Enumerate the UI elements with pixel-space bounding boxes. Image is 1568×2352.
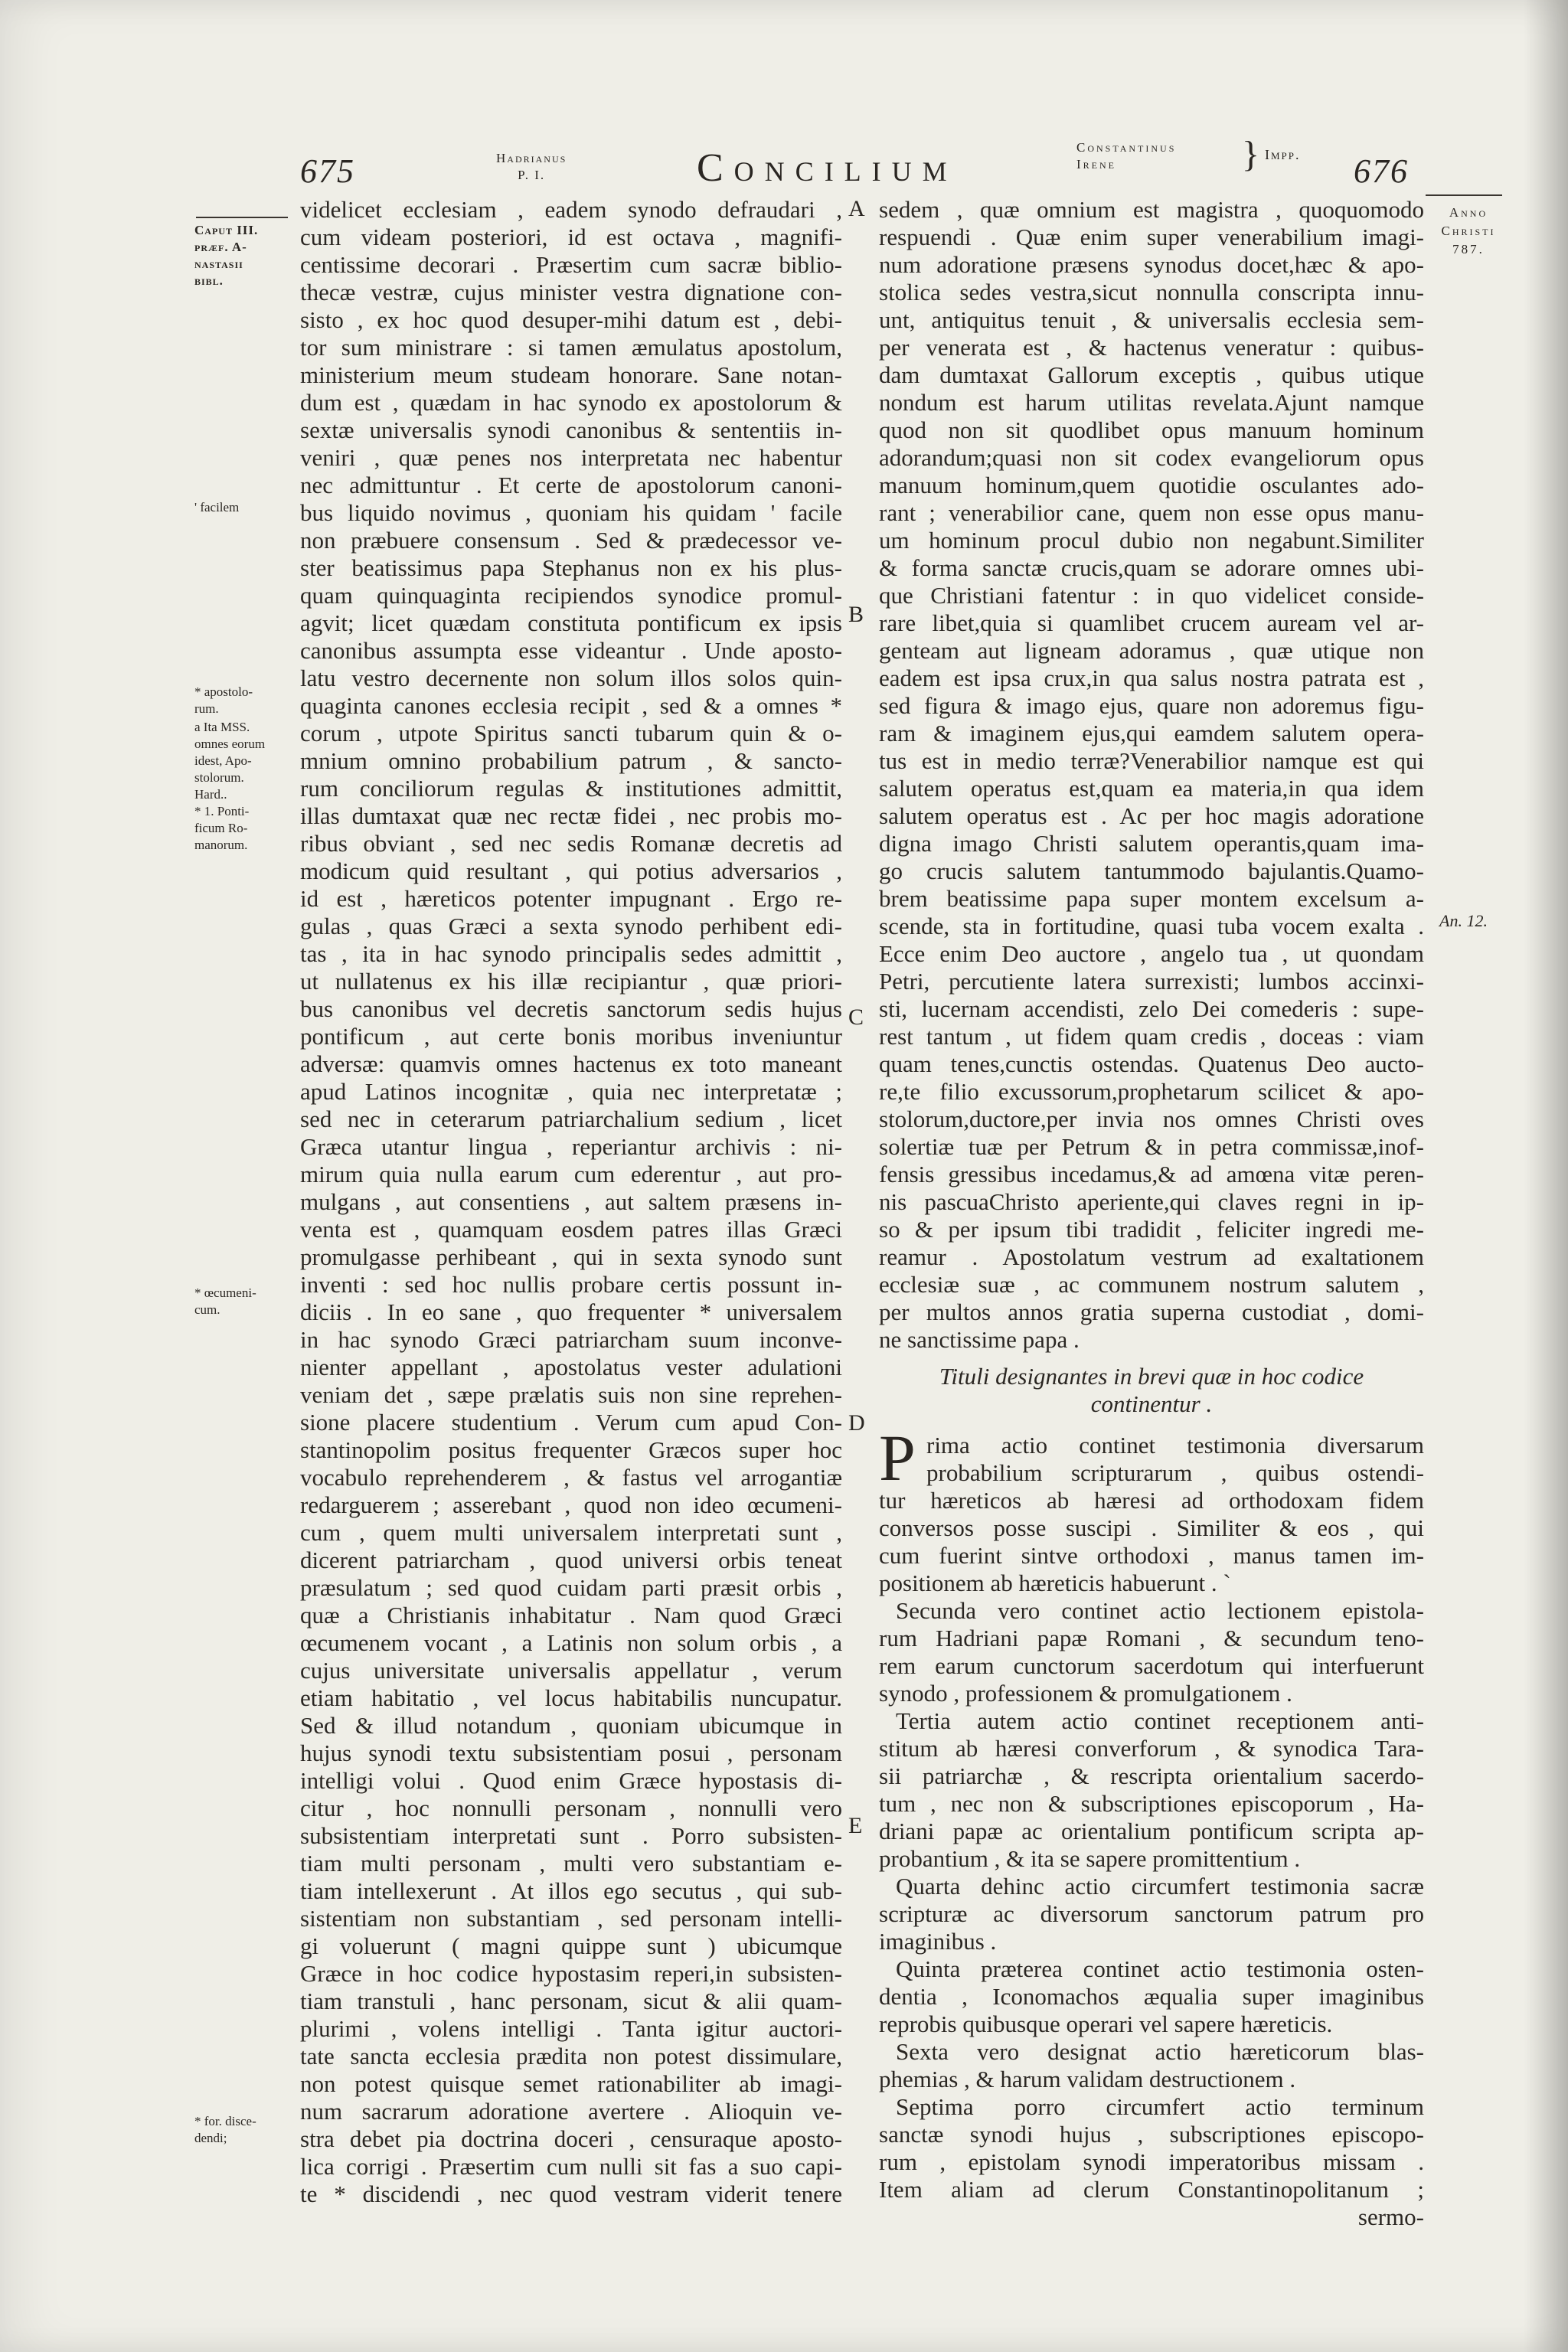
text-line: stolorum,ductore,per invia nos omnes Christi oves xyxy=(879,1106,1424,1132)
margin-note-line: * 1. Ponti- xyxy=(194,804,250,818)
text-line: Septima porro circumfert actio terminum xyxy=(896,2093,1424,2120)
running-head-left-line: P. I. xyxy=(518,168,546,182)
text-line: que Christiani fatentur : in quo videlicet conside- xyxy=(879,582,1424,609)
brace-glyph: } xyxy=(1242,134,1260,175)
text-line: sii patriarchæ , & rescripta orientalium sacerdo- xyxy=(879,1762,1424,1789)
text-line: rum , epistolam synodi imperatoribus missam . xyxy=(879,2148,1424,2175)
section-letter: C xyxy=(848,1004,864,1030)
margin-note-line: Hard.. xyxy=(194,787,227,802)
text-line: respuendi . Quæ enim super venerabilium imagi- xyxy=(879,224,1424,250)
margin-note-line: idest, Apo- xyxy=(194,753,252,768)
an-note: An. 12. xyxy=(1439,911,1488,930)
text-line: sione placere studentium . Verum cum apud Con- xyxy=(300,1409,842,1436)
text-line: nec admittuntur . Et certe de apostolorum canoni- xyxy=(300,472,842,498)
drop-capital: P xyxy=(879,1421,916,1494)
text-line: pontificum , aut certe bonis moribus inveniuntur xyxy=(300,1023,842,1050)
text-line: nis pascuaChristo aperiente,qui claves regni in ip- xyxy=(879,1188,1424,1215)
text-line: mulgans , aut consentiens , aut saltem præsens in- xyxy=(300,1188,842,1215)
text-line: tum , nec non & subscriptiones episcoporum , Ha- xyxy=(879,1790,1424,1817)
text-line: phemias , & harum validam destructionem . xyxy=(879,2066,1296,2092)
text-line: reamur . Apostolatum vestrum ad exaltationem xyxy=(879,1243,1424,1270)
text-line: ribus obviant , sed nec sedis Romanæ decretis ad xyxy=(300,830,842,857)
text-line: rare libet,quia si quamlibet crucem auream vel ar- xyxy=(879,609,1424,636)
running-head-left-line: Hadrianus xyxy=(496,151,567,165)
margin-note xyxy=(194,222,294,289)
margin-note-line: ficum Ro- xyxy=(194,821,248,835)
text-line: tus est in medio terræ?Venerabilior namque est qui xyxy=(879,747,1424,774)
text-line: quam quinquaginta recipiendos synodice promul- xyxy=(300,582,842,609)
margin-note-line: præf. A- xyxy=(194,240,247,254)
page-title: Concilium xyxy=(697,146,958,190)
text-line: ster beatissimus papa Stephanus non ex his plus- xyxy=(300,554,842,581)
text-line: eadem est ipsa crux,in qua salus nostra patrata est , xyxy=(879,665,1424,691)
text-line: canonibus assumpta esse videantur . Unde aposto- xyxy=(300,637,842,664)
text-line: apud Latinos incognitæ , quia nec interpretatæ ; xyxy=(300,1078,842,1105)
text-line: veniam det , sæpe prælatis suis non sine reprehen- xyxy=(300,1381,842,1408)
margin-note-line: nastasii xyxy=(194,256,243,271)
text-line: Sed & illud notandum , quoniam ubicumque in xyxy=(300,1712,842,1739)
text-line: nondum est harum utilitas revelata.Ajunt namque xyxy=(879,389,1424,416)
text-line: ut nullatenus ex his illæ recipiantur , quæ priori- xyxy=(300,968,842,995)
margin-note-line: * for. disce- xyxy=(194,2114,256,2128)
text-line: cum fuerint sintve orthodoxi , manus tamen im- xyxy=(879,1542,1424,1569)
text-line: tate sancta ecclesia prædita non potest dissimulare, xyxy=(300,2043,842,2069)
running-head-left xyxy=(496,150,567,184)
margin-note-line: cum. xyxy=(194,1302,220,1317)
text-line: adversæ: quamvis omnes hactenus ex toto maneant xyxy=(300,1050,842,1077)
text-line: Quarta dehinc actio circumfert testimonia sacræ xyxy=(896,1873,1424,1900)
text-line: dentia , Iconomachos æqualia super imaginibus xyxy=(879,1983,1424,2010)
text-line: reprobis quibusque operari vel sapere hæreticis. xyxy=(879,2011,1333,2037)
text-line: rest tantum , ut fidem quam credis , doceas : viam xyxy=(879,1023,1424,1050)
text-line: cujus universitate universalis appellatur , verum xyxy=(300,1657,842,1684)
text-line: dam dumtaxat Gallorum exceptis , quibus utique xyxy=(879,361,1424,388)
text-line: thecæ vestræ, cujus minister vestra dignatione con- xyxy=(300,279,842,305)
text-line: bus liquido novimus , quoniam his quidam ' facile xyxy=(300,499,842,526)
left-column-text xyxy=(300,196,842,2208)
text-line: Secunda vero continet actio lectionem epistola- xyxy=(896,1597,1424,1624)
text-line: lica corrigi . Præsertim cum nulli sit fas a suo capi- xyxy=(300,2153,842,2180)
text-line: synodo , professionem & promulgationem . xyxy=(879,1680,1292,1707)
text-line: driani papæ ac orientalium pontificum scripta ap- xyxy=(879,1818,1424,1844)
text-line: etiam habitatio , vel locus habitabilis nuncupatur. xyxy=(300,1684,842,1711)
text-line: citur , hoc nonnulli personam , nonnulli vero xyxy=(300,1795,842,1821)
text-line: stitum ab hæresi converforum , & synodica Tara- xyxy=(879,1735,1424,1762)
text-line: sanctæ synodi hujus , subscriptiones episcopo- xyxy=(879,2121,1424,2148)
text-line: mirum quia nulla earum cum ederentur , aut pro- xyxy=(300,1161,842,1187)
text-line: præsulatum ; sed quod cuidam parti præsit orbis , xyxy=(300,1574,842,1601)
text-line: Græca utantur lingua , reperiantur archivis : ni- xyxy=(300,1133,842,1160)
text-line: manuum hominum,quem quotidie osculantes ado- xyxy=(879,472,1424,498)
text-line: dicerent patriarcham , quod universi orbis teneat xyxy=(300,1547,842,1573)
text-line: mnium omnino probabilium patrum , & sancto- xyxy=(300,747,842,774)
text-line: positionem ab hæreticis habuerunt . ` xyxy=(879,1570,1231,1596)
text-line: tas , ita in hac synodo principalis sedes admittit , xyxy=(300,940,842,967)
text-line: corum , utpote Spiritus sancti tubarum quin & o- xyxy=(300,720,842,746)
text-line: unt, antiquitus tenuit , & universalis ecclesia sem- xyxy=(879,306,1424,333)
text-line: redarguerem ; asserebant , quod non ideo œcumeni- xyxy=(300,1491,842,1518)
text-line: stra debet pia doctrina doceri , censuraque aposto- xyxy=(300,2125,842,2152)
text-line: num adoratione præsens synodus docet,hæc & apo- xyxy=(879,251,1424,278)
page-number-left: 675 xyxy=(300,152,355,190)
text-line: probantium , & ita se sapere promittentium . xyxy=(879,1845,1301,1872)
text-line: quæ a Christianis inhabitatur . Nam quod Græci xyxy=(300,1602,842,1628)
text-line: œcumenem vocant , a Latinis non solum orbis , a xyxy=(300,1629,842,1656)
text-line: rant ; venerabilior cane, quem non esse opus manu- xyxy=(879,499,1424,526)
section-heading: Tituli designantes in brevi quæ in hoc codice xyxy=(939,1363,1364,1390)
section-heading: continentur . xyxy=(1090,1390,1213,1417)
text-line: veniri , quæ penes nos interpretata nec habentur xyxy=(300,444,842,471)
text-line: plurimi , volens intelligi . Tanta igitur auctori- xyxy=(300,2015,842,2042)
text-line: per venerata est , & hactenus veneratur : quibus- xyxy=(879,334,1424,361)
margin-note-line: a Ita MSS. xyxy=(194,720,250,734)
text-line: Tertia autem actio continet receptionem anti- xyxy=(896,1707,1424,1734)
catchword: sermo- xyxy=(1357,2203,1424,2230)
text-line: quod non sit quodlibet opus manuum hominum xyxy=(879,416,1424,443)
text-line: non præbuere consensum . Sed & prædecessor ve- xyxy=(300,527,842,554)
text-line: latu vestro decernente non solum illos solos quin- xyxy=(300,665,842,691)
text-line: probabilium scripturarum , quibus ostendi- xyxy=(926,1459,1424,1486)
text-line: tiam intellexerunt . At illos ego secutus , qui sub- xyxy=(300,1877,842,1904)
right-column-text xyxy=(879,196,1424,2231)
text-line: per multos annos gratia superna custodiat , domi- xyxy=(879,1298,1424,1325)
text-line: stantinopolim positus frequenter Græcos super hoc xyxy=(300,1436,842,1463)
section-letter: D xyxy=(848,1410,865,1436)
margin-note-line: dendi; xyxy=(194,2131,227,2145)
section-letter: E xyxy=(848,1813,863,1838)
margin-note-line: ' facilem xyxy=(194,500,240,514)
text-line: salutem operatus est . Ac per hoc magis adoratione xyxy=(879,802,1424,829)
spacer xyxy=(879,1354,1424,1363)
text-line: centissime decorari . Præsertim cum sacræ biblio- xyxy=(300,251,842,278)
margin-note xyxy=(194,1285,294,1318)
text-line: salutem operatus est,quam ea materia,in qua idem xyxy=(879,775,1424,802)
text-line: sistentiam non substantiam , sed personam intelli- xyxy=(300,1905,842,1932)
spacer xyxy=(879,1418,1424,1432)
text-line: videlicet ecclesiam , eadem synodo defraudari , xyxy=(300,196,842,223)
text-line: dum est , quædam in hac synodo ex apostolorum & xyxy=(300,389,842,416)
text-line: re,te filio excussorum,prophetarum scilicet & apo- xyxy=(879,1078,1424,1105)
section-letter: A xyxy=(848,196,865,221)
text-line: um hominum procul dubio non negabunt.Similiter xyxy=(879,527,1424,554)
text-line: tor sum ministrare : si tamen æmulatus apostolum, xyxy=(300,334,842,361)
text-line: scende, sta in fortitudine, quasi tuba vocem exalta . xyxy=(879,913,1424,939)
margin-note xyxy=(194,684,294,717)
text-line: in hac synodo Græci patriarcham suum inconve- xyxy=(300,1326,842,1353)
text-line: ecclesiæ suæ , ac communem nostrum salutem , xyxy=(879,1271,1424,1298)
margin-note-line: omnes eorum xyxy=(194,737,266,751)
text-line: rum Hadriani papæ Romani , & secundum teno- xyxy=(879,1625,1424,1651)
margin-note xyxy=(194,719,294,854)
text-line: nienter appellant , apostolatus vester adulationi xyxy=(300,1354,842,1380)
text-line: sedem , quæ omnium est magistra , quoquomodo xyxy=(879,196,1424,223)
margin-note-line: stolorum. xyxy=(194,770,244,785)
text-line: bus canonibus vel decretis sanctorum sedis hujus xyxy=(300,995,842,1022)
margin-note-line: * œcumeni- xyxy=(194,1285,256,1300)
text-line: promulgasse perhibeant , qui in sexta synodo sunt xyxy=(300,1243,842,1270)
text-line: tur hæreticos ab hæresi ad orthodoxam fidem xyxy=(879,1487,1424,1514)
text-line: sisto , ex hoc quod desuper-mihi datum est , debi- xyxy=(300,306,842,333)
text-line: rum conciliorum regulas & institutiones admittit, xyxy=(300,775,842,802)
running-head-right-line: Irene xyxy=(1076,157,1116,172)
text-line: gi voluerunt ( magni quippe sunt ) ubicumque xyxy=(300,1932,842,1959)
running-head-right xyxy=(1076,139,1176,173)
running-head-impp: Impp. xyxy=(1265,147,1301,162)
margin-rule-left xyxy=(196,217,288,218)
anno-christi-note xyxy=(1429,204,1508,259)
text-line: Sexta vero designat actio hæreticorum blas- xyxy=(896,2038,1424,2065)
margin-rule-right xyxy=(1426,194,1502,196)
text-line: num sacrarum adoratione avertere . Alioquin ve- xyxy=(300,2098,842,2125)
text-line: adorandum;quasi non sit codex evangeliorum opus xyxy=(879,444,1424,471)
page-number-right: 676 xyxy=(1354,152,1409,190)
text-line: imaginibus . xyxy=(879,1928,997,1955)
text-line: quaginta canones ecclesia recipit , sed & a omnes * xyxy=(300,692,842,719)
margin-note xyxy=(194,499,294,516)
text-line: id est , hæreticos potenter impugnant . Ergo re- xyxy=(300,885,842,912)
text-line: vocabulo reprehenderem , & fastus vel arrogantiæ xyxy=(300,1464,842,1491)
text-line: cum videam posteriori, id est octava , magnifi- xyxy=(300,224,842,250)
text-line: conversos posse suscipi . Similiter & eos , qui xyxy=(879,1514,1424,1541)
text-line: genteam aut ligneam adoramus , quæ utique non xyxy=(879,637,1424,664)
text-line: ram & imaginem ejus,qui eamdem salutem opera- xyxy=(879,720,1424,746)
margin-note-line: Caput III. xyxy=(194,223,259,237)
text-line: Item aliam ad clerum Constantinopolitanum ; xyxy=(879,2176,1424,2203)
margin-note-line: rum. xyxy=(194,701,219,716)
margin-note-line: bibl. xyxy=(194,273,224,288)
margin-note-line: * apostolo- xyxy=(194,684,253,699)
text-line: so & per ipsum tibi tradidit , feliciter ingredi me- xyxy=(879,1216,1424,1243)
text-line: Ecce enim Deo auctore , angelo tua , ut quondam xyxy=(879,940,1424,967)
text-line: scripturæ ac diversorum sanctorum patrum pro xyxy=(879,1900,1424,1927)
page-edge-shadow xyxy=(1524,0,1568,2352)
text-line: quam tenes,cunctis ostendas. Quatenus Deo aucto- xyxy=(879,1050,1424,1077)
text-line: cum , quem multi universalem interpretati sunt , xyxy=(300,1519,842,1546)
running-head-right-line: Constantinus xyxy=(1076,140,1177,155)
text-line: tiam transtuli , hanc personam, sicut & alii quam- xyxy=(300,1988,842,2014)
text-line: go crucis salutem tantummodo bajulantis.Quamo- xyxy=(879,858,1424,884)
text-line: agvit; licet quædam constituta pontificum ex ipsis xyxy=(300,609,842,636)
anno-line: 787. xyxy=(1452,242,1485,256)
text-line: rima actio continet testimonia diversarum xyxy=(926,1432,1424,1459)
text-line: non potest quisque semet rationabiliter ab imagi- xyxy=(300,2070,842,2097)
text-line: ne sanctissime papa . xyxy=(879,1326,1080,1353)
text-line: sed figura & imago ejus, quare non adoremus figu- xyxy=(879,692,1424,719)
text-line: te * discidendi , nec quod vestram viderit tenere xyxy=(300,2180,842,2207)
text-line: modicum quid resultant , qui potius adversarios , xyxy=(300,858,842,884)
text-line: hujus synodi textu subsistentiam posui , personam xyxy=(300,1740,842,1766)
text-line: Græce in hoc codice hypostasim reperi,in subsisten- xyxy=(300,1960,842,1987)
text-line: illas dumtaxat quæ nec rectæ fidei , nec probis mo- xyxy=(300,802,842,829)
text-line: subsistentiam interpretati sunt . Porro subsisten- xyxy=(300,1822,842,1849)
text-line: venta est , quamquam eosdem patres illas Græci xyxy=(300,1216,842,1243)
anno-line: Anno xyxy=(1449,205,1488,220)
anno-line: Christi xyxy=(1441,224,1496,238)
section-letter: B xyxy=(848,602,864,627)
text-line: sed nec in ceterarum patriarchalium sedium , licet xyxy=(300,1106,842,1132)
text-line: intelligi volui . Quod enim Græce hypostasis di- xyxy=(300,1767,842,1794)
text-line: Quinta præterea continet actio testimonia osten- xyxy=(896,1955,1424,1982)
text-line: solertiæ tuæ per Petrum & in petra commissæ,inof- xyxy=(879,1133,1424,1160)
text-line: rem earum cunctorum sacerdotum qui interfuerunt xyxy=(879,1652,1424,1679)
text-line: inventi : sed hoc nullis probare certis possunt in- xyxy=(300,1271,842,1298)
margin-note-line: manorum. xyxy=(194,838,248,852)
margin-note xyxy=(194,2113,294,2147)
text-line: fensis gressibus incedamus,& ad amœna vitæ peren- xyxy=(879,1161,1424,1187)
text-line: tiam multi personam , multi vero substantiam e- xyxy=(300,1850,842,1877)
text-line: ministerium meum studeam honorare. Sane notan- xyxy=(300,361,842,388)
text-line: gulas , quas Græci a sexta synodo perhibent edi- xyxy=(300,913,842,939)
text-line: digna imago Christi salutem operantis,quam ima- xyxy=(879,830,1424,857)
text-line: sti, lucernam accendisti, zelo Dei comederis : supe- xyxy=(879,995,1424,1022)
text-line: stolica sedes vestra,sicut nonnulla conscripta innu- xyxy=(879,279,1424,305)
text-line: Petri, percutiente latera surrexisti; lumbos accinxi- xyxy=(879,968,1424,995)
text-line: sextæ universalis synodi canonibus & sententiis in- xyxy=(300,416,842,443)
text-line: diciis . In eo sane , quo frequenter * universalem xyxy=(300,1298,842,1325)
text-line: brem beatissime papa super montem excelsum a- xyxy=(879,885,1424,912)
text-line: & forma sanctæ crucis,quam se adorare omnes ubi- xyxy=(879,554,1424,581)
